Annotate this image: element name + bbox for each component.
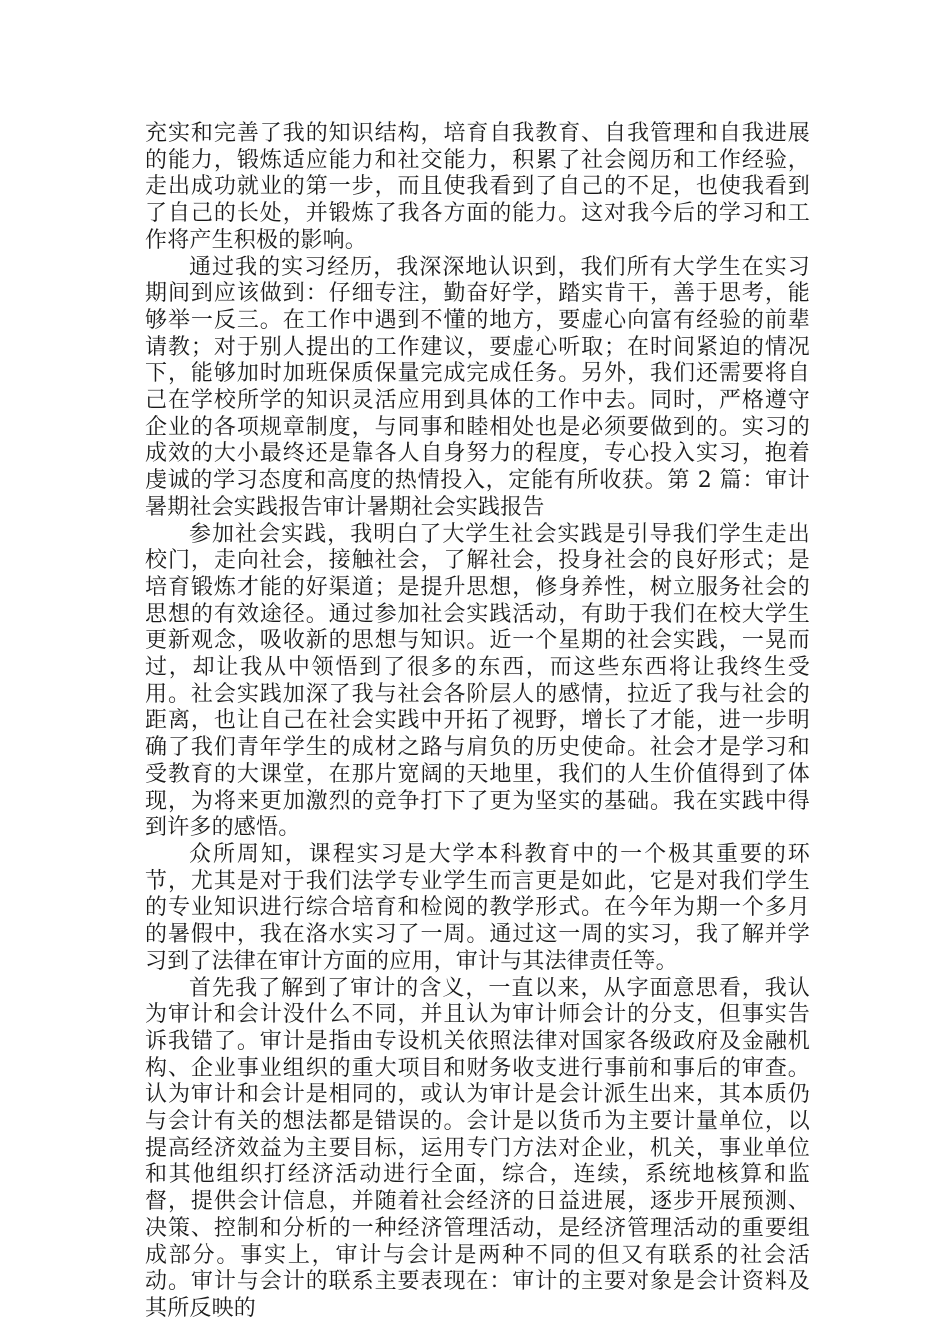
- paragraph-2: 通过我的实习经历，我深深地认识到，我们所有大学生在实习期间到应该做到：仔细专注，勤奋好学，踏实肯干，善于思考，能够举一反三。在工作中遇到不懂的地方，要虚心向富有经验的前辈请教；对于别人提出的工作建议，要虚心听取；在时间紧迫的情况下，能够加时加班保质保量完成完成任务。另外，我们还需要将自己在学校所学的知识灵活应用到具体的工作中去。同时，严格遵守企业的各项规章制度，与同事和睦相处也是必须要做到的。实习的成效的大小最终还是靠各人自身努力的程度，专心投入实习，抱着虔诚的学习态度和高度的热情投入，定能有所收获。第 2 篇：审计暑期社会实践报告审计暑期社会实践报告: [145, 254, 810, 520]
- paragraph-3: 参加社会实践，我明白了大学生社会实践是引导我们学生走出校门，走向社会，接触社会，了解社会，投身社会的良好形式；是培育锻炼才能的好渠道；是提升思想，修身养性，树立服务社会的思想的有效途径。通过参加社会实践活动，有助于我们在校大学生更新观念，吸收新的思想与知识。近一个星期的社会实践，一晃而过，却让我从中领悟到了很多的东西，而这些东西将让我终生受用。社会实践加深了我与社会各阶层人的感情，拉近了我与社会的距离，也让自己在社会实践中开拓了视野，增长了才能，进一步明确了我们青年学生的成材之路与肩负的历史使命。社会才是学习和受教育的大课堂，在那片宽阔的天地里，我们的人生价值得到了体现，为将来更加激烈的竞争打下了更为坚实的基础。我在实践中得到许多的感悟。: [145, 521, 810, 841]
- paragraph-4: 众所周知，课程实习是大学本科教育中的一个极其重要的环节，尤其是对于我们法学专业学生而言更是如此，它是对我们学生的专业知识进行综合培育和检阅的教学形式。在今年为期一个多月的暑假中，我在洛水实习了一周。通过这一周的实习，我了解并学习到了法律在审计方面的应用，审计与其法律责任等。: [145, 841, 810, 974]
- paragraph-1: 充实和完善了我的知识结构，培育自我教育、自我管理和自我进展的能力，锻炼适应能力和社交能力，积累了社会阅历和工作经验，走出成功就业的第一步，而且使我看到了自己的不足，也使我看到了自己的长处，并锻炼了我各方面的能力。这对我今后的学习和工作将产生积极的影响。: [145, 121, 810, 253]
- paragraph-5: 首先我了解到了审计的含义，一直以来，从字面意思看，我认为审计和会计没什么不同，并且认为审计师会计的分支，但事实告诉我错了。审计是指由专设机关依照法律对国家各级政府及金融机构、企业事业组织的重大项目和财务收支进行事前和事后的审查。认为审计和会计是相同的，或认为审计是会计派生出来，其本质仍与会计有关的想法都是错误的。会计是以货币为主要计量单位，以提高经济效益为主要目标，运用专门方法对企业，机关，事业单位和其他组织打经济活动进行全面，综合，连续，系统地核算和监督，提供会计信息，并随着社会经济的日益进展，逐步开展预测、决策、控制和分析的一种经济管理活动，是经济管理活动的重要组成部分。事实上，审计与会计是两种不同的但又有联系的社会活动。审计与会计的联系主要表现在：审计的主要对象是会计资料及其所反映的: [145, 975, 810, 1321]
- document-body: [145, 121, 810, 1323]
